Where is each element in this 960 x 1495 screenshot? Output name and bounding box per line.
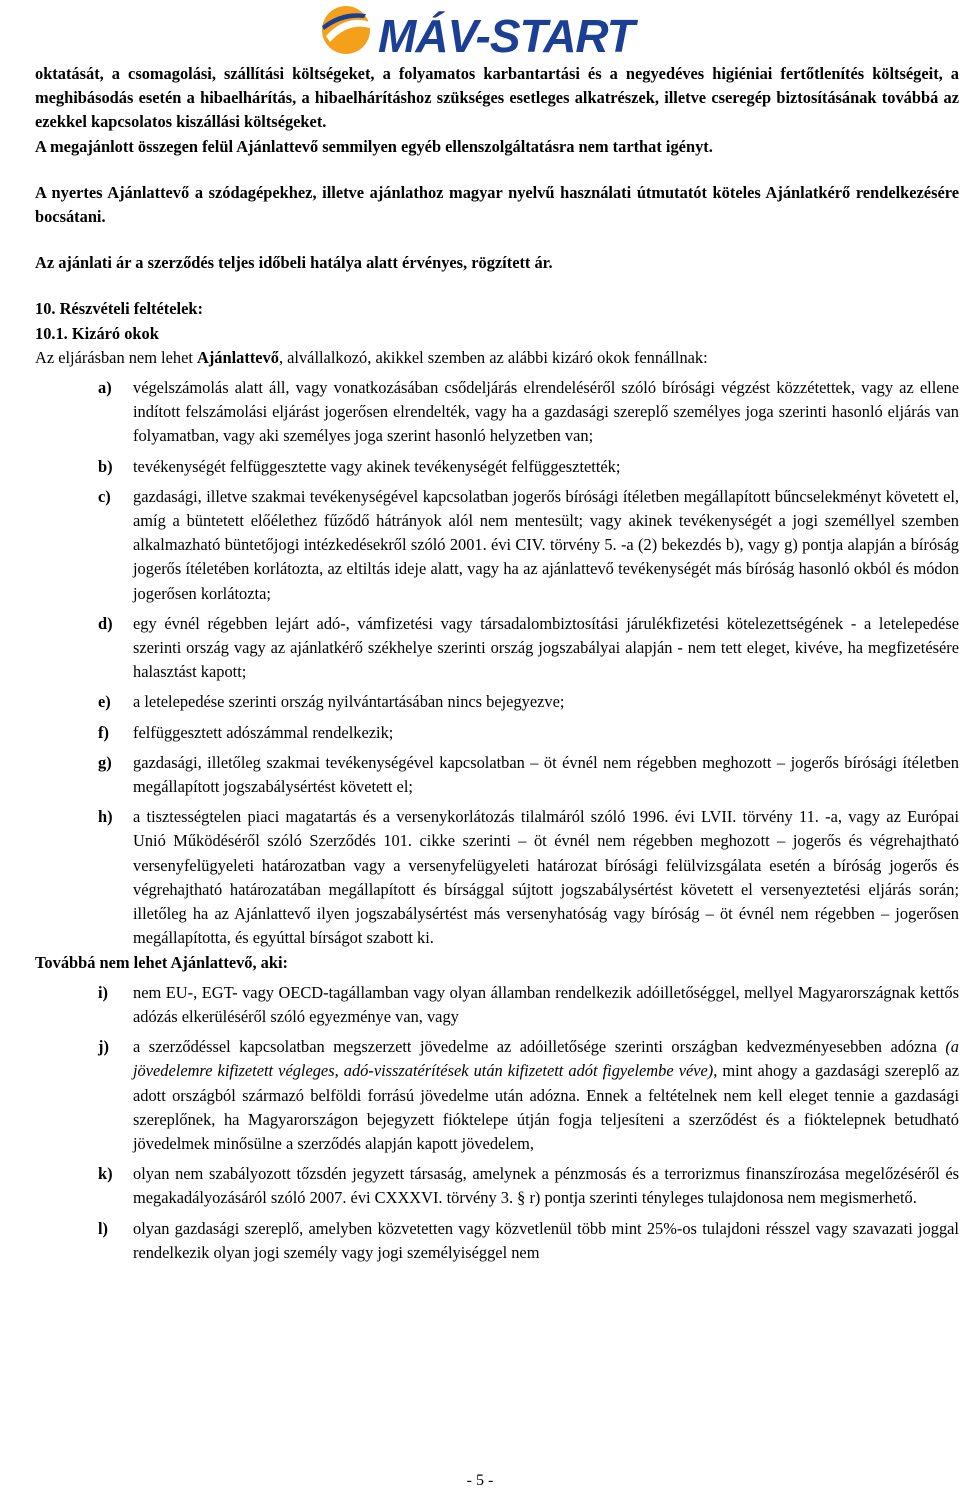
logo-swoosh-icon (322, 6, 370, 54)
item-text: egy évnél régebben lejárt adó-, vámfizetési vagy társadalombiztosítási járulékfizetési kötelezettségének - a letelepedése szerinti ország vagy az ajánlatkérő székhelye szerinti ország jogszabályai alapján - nem tett eleget, kivéve, ha megfizetésére halasztást kapott; (133, 613, 959, 682)
item-text: nem EU-, EGT- vagy OECD-tagállamban vagy olyan államban rendelkezik adóilletőséggel, mellyel Magyarországnak kettős adózás elkerüléséről szóló egyezménye van, vagy (133, 982, 959, 1026)
list-item-l (35, 1217, 959, 1265)
exclusion-intro-pre: Az eljárásban nem lehet (35, 347, 198, 367)
item-j-text-post: , mint ahogy a gazdasági szereplő az adott országból származó belföldi forrású jövedelme után adózna. Ennek a feltételnek nem kell eleget tennie a gazdasági szereplőnek, ha Magyarországon bejegyzett fióktelepe útján fogja teljesíteni a szerződést és a fióktelepnek betudható jövedelmek minősülne a szerződés alapján kapott jövedelem, (133, 1061, 959, 1153)
exclusion-intro-post: , alvállalkozó, akikkel szemben az alábbi kizáró okok fennállnak: (278, 347, 708, 367)
item-text: olyan nem szabályozott tőzsdén jegyzett társaság, amelynek a pénzmosás és a terrorizmus finanszírozása megelőzéséről és megakadályozásáról szóló 2007. évi CXXXVI. törvény 3. § r) pontja szerinti tényleges tulajdonosa nem megismerhető. (133, 1164, 959, 1208)
item-text: a tisztességtelen piaci magatartás és a versenykorlátozás tilalmáról szóló 1996. évi LVII. törvény 11. -a, vagy az Európai Unió Működéséről szóló Szerződés 101. cikke szerinti – öt évnél nem régebben meghozott – jogerős és végrehajtható versenyfelügyeleti határozatban vagy a versenyfelügyeleti határozat bírósági felülvizsgálata esetén a bíróság jogerős és végrehajtható határozatában megállapított és bírsággal sújtott jogszabálysértést követett el versenyeztetési eljárás során; illetőleg ha az Ajánlattevő ilyen jogszabálysértést más versenyhatóság vagy bíróság – öt évnél nem régebben – jogerősen megállapította, és egyúttal bírságot szabott ki. (133, 807, 959, 948)
paragraph-costs: oktatását, a csomagolási, szállítási költségeket, a folyamatos karbantartási és a negyedéves higiéniai fertőtlenítés költségeit, a meghibásodás esetén a hibaelhárítás, a hibaelhárításhoz szükséges esetleges alkatrészek, illetve cseregép biztosításának továbbá az ezekkel kapcsolatos kiszállási költségeket. (35, 64, 959, 132)
item-text: gazdasági, illetőleg szakmai tevékenységével kapcsolatban – öt évnél nem régebben meghozott – jogerős bírósági ítéletben megállapított jogszabálysértést követett el; (133, 752, 959, 797)
exclusion-intro (35, 346, 959, 370)
item-label: f) (98, 722, 109, 742)
item-label: g) (98, 752, 112, 772)
item-j-text-italic: (a jövedelemre kifizetett végleges, adó-visszatérítések után kifizetett adót figyelembe véve) (133, 1037, 959, 1081)
item-label: d) (98, 613, 113, 633)
list-item-k (35, 1162, 959, 1210)
item-label: h) (98, 807, 113, 827)
list-item-a (35, 376, 959, 449)
paragraph-fixed-price: Az ajánlati ár a szerződés teljes időbeli hatálya alatt érvényes, rögzített ár. (35, 253, 553, 273)
item-label: a) (98, 378, 112, 398)
item-text: a letelepedése szerinti ország nyilvántartásában nincs bejegyezve; (133, 692, 565, 712)
item-label: l) (98, 1218, 109, 1238)
item-label: e) (98, 692, 111, 712)
subsection-title: 10.1. Kizáró okok (35, 323, 159, 343)
list-item-b (35, 455, 959, 479)
further-title: Továbbá nem lehet Ajánlattevő, aki: (35, 952, 289, 972)
paragraph-no-extra-claims: A megajánlott összegen felül Ajánlattevő semmilyen egyéb ellenszolgáltatásra nem tarthat igényt. (35, 136, 713, 156)
item-text (133, 1035, 959, 1156)
paragraph-user-manual: A nyertes Ajánlattevő a szódagépekhez, illetve ajánlathoz magyar nyelvű használati útmutatót köteles Ajánlatkérő rendelkezésére bocsátani. (35, 182, 959, 227)
logo-text: MÁV-START (378, 10, 634, 62)
item-label: k) (98, 1164, 113, 1184)
item-j-text-pre: a szerződéssel kapcsolatban megszerzett jövedelme az adóilletősége szerinti országban kedvezményesebben adózna (133, 1037, 946, 1057)
list-item-i (35, 981, 959, 1029)
item-text: felfüggesztett adószámmal rendelkezik; (133, 722, 394, 742)
list-item-f (35, 721, 959, 745)
list-item-c (35, 485, 959, 606)
document-body (35, 62, 959, 1271)
item-text: tevékenységét felfüggesztette vagy akinek tevékenységét felfüggesztették; (133, 456, 621, 476)
item-text: gazdasági, illetve szakmai tevékenységével kapcsolatban jogerős bírósági ítéletben megállapított bűncselekményt követett el, amíg a büntetett előélethez fűződő hátrányok alól nem mentesült; vagy akinek tevékenységét a jogi személlyel szemben alkalmazható büntetőjogi intézkedésekről szóló 2001. évi CIV. törvény 5. -a (2) bekezdés b), vagy g) pontja alapján a bíróság jogerős ítéletében korlátozta, az eltiltás ideje alatt, vagy ha az ajánlattevő tevékenységét más bíróság hasonló okból és módon jogerősen korlátozta; (133, 486, 959, 603)
item-label: i) (98, 982, 109, 1002)
logo-graphic (312, 2, 650, 64)
item-label: c) (98, 486, 111, 506)
item-text: végelszámolás alatt áll, vagy vonatkozásában csődeljárás elrendeléséről szóló bírósági végzést közzétettek, vagy az ellene indított felszámolási eljárást jogerősen elrendelték, vagy ha a gazdasági szereplő személyes joga szerinti hasonló eljárás van folyamatban, vagy aki személyes joga szerint hasonló helyzetben van; (133, 378, 959, 446)
list-item-j (35, 1035, 959, 1156)
item-label: j) (98, 1037, 109, 1057)
list-item-e (35, 690, 959, 714)
page-number: - 5 - (466, 1472, 494, 1489)
mav-start-logo (312, 2, 650, 64)
list-item-h (35, 805, 959, 950)
list-item-d (35, 612, 959, 685)
exclusion-intro-bold: Ajánlattevő (197, 347, 279, 367)
item-label: b) (98, 456, 113, 476)
list-item-g (35, 751, 959, 799)
section-title: 10. Részvételi feltételek: (35, 299, 203, 319)
item-text: olyan gazdasági szereplő, amelyben közvetetten vagy közvetlenül több mint 25%-os tulajdoni résszel vagy szavazati joggal rendelkezik olyan jogi személy vagy jogi személyiséggel nem (133, 1218, 959, 1262)
